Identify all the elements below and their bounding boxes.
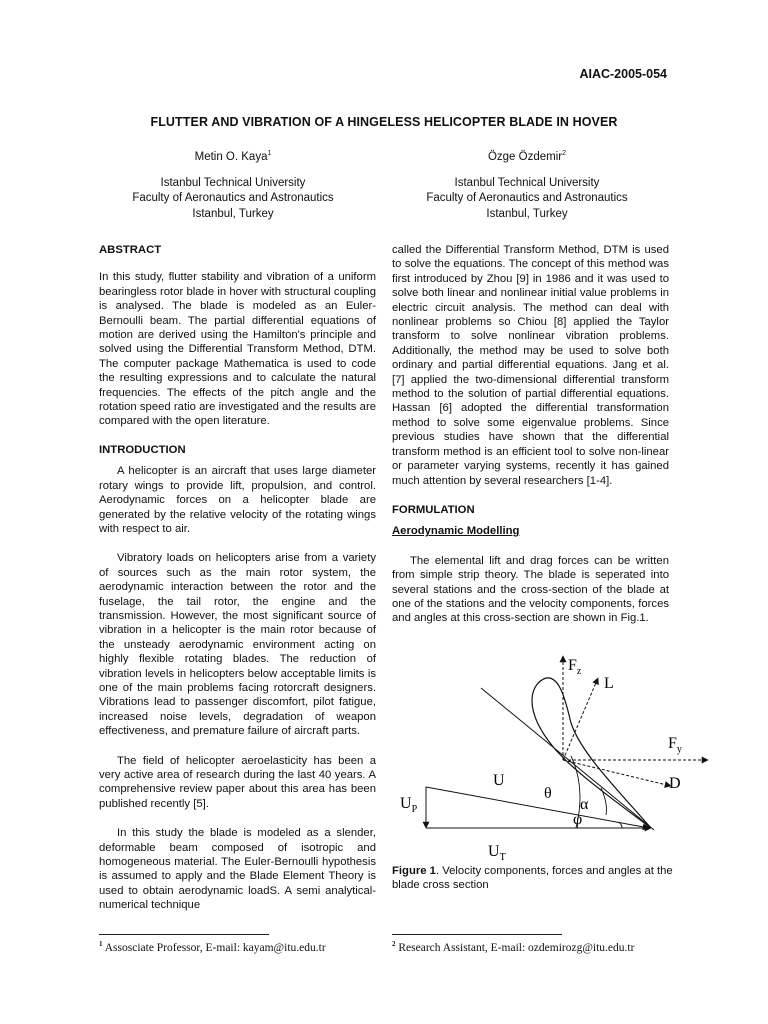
abstract-text: In this study, flutter stability and vibration of a uniform bearingless rotor blade in hover with structural coupling is analysed. The blade is modeled as an Euler-Bernoulli beam. The partial differential equations of motion are derived using the Hamilton's principle and solved using the Differential Transform Method, DTM. The computer package Mathematica is used to code the resulting expressions and to calculate the natural frequencies. The effects of the pitch angle and the rotation speed ratio are investigated and the results are compared with the open literature. — [99, 271, 376, 428]
paper-title: FLUTTER AND VIBRATION OF A HINGELESS HELICOPTER BLADE IN HOVER — [150, 115, 618, 129]
author-affiliation-line: Istanbul, Turkey — [486, 207, 568, 220]
footnote-divider — [392, 934, 562, 935]
abstract-heading: ABSTRACT — [99, 244, 162, 256]
airfoil-shape — [532, 678, 651, 828]
footnote-2: $^2$ Research Assistant, E-mail: ozdemirozg@itu.edu.tr — [392, 940, 635, 954]
u-velocity-arrow — [426, 787, 649, 828]
u-label: U — [493, 772, 505, 789]
author-block-1 — [73, 146, 393, 222]
footnote-1: $^1$ Assosciate Professor, E-mail: kayam@itu.edu.tr — [99, 940, 326, 954]
intro-paragraph: In this study the blade is modeled as a slender, deformable beam composed of isotropic and homogeneous material. The Euler-Bernoulli hypothesis is assumed to apply and the Blade Element Theory is used to obtain aerodynamic loadS. A semi analytical-numerical technique — [99, 827, 376, 912]
author-affiliation-line: Faculty of Aeronautics and Astronautics — [132, 192, 334, 204]
left-column — [99, 243, 376, 913]
theta-label: θ — [544, 785, 552, 802]
up-label: $U_P$ — [400, 795, 418, 815]
paper-id: AIAC-2005-054 — [579, 67, 667, 81]
author-name-1: Metin O. Kaya$^1$ — [194, 150, 272, 163]
lift-arrow — [563, 678, 598, 760]
figure-1-caption: Figure 1. Velocity components, forces and angles at the blade cross section — [392, 865, 673, 892]
fz-label: $F_z$ — [568, 657, 582, 677]
alpha-label: α — [580, 796, 589, 813]
author-block-2 — [367, 146, 687, 222]
intro-paragraph: A helicopter is an aircraft that uses large diameter rotary wings to provide lift, propulsion, and control. Aerodynamic forces on a helicopter blade are generated by the relative velocity of the rotating wings with respect to air. — [99, 465, 376, 535]
right-column — [392, 243, 669, 626]
author-name-2: Özge Özdemir$^2$ — [487, 150, 567, 163]
ut-label: $U_T$ — [488, 843, 506, 863]
l-label: L — [604, 675, 614, 692]
intro-paragraph: Vibratory loads on helicopters arise from a variety of sources such as the main rotor system, the aerodynamic interaction between the rotor and the fuselage, the tail rotor, the engine and the transmission. However, the most significant source of vibration in a helicopter is the main rotor because of the unsteady aerodynamic environment acting on highly flexible rotating blades. The reduction of vibration levels in helicopters below acceptable limits is one of the main problems facing rotorcraft designers. Vibrations lead to passenger discomfort, pilot fatigue, increased noise levels, degradation of weapon effectiveness, and premature failure of aircraft parts. — [99, 552, 376, 738]
intro-paragraph-continued: called the Differential Transform Method, DTM is used to solve the equations. The concept of this method was first introduced by Zhou [9] in 1986 and it was used to solve both linear and nonlinear initial value problems in electric circuit analysis. The method can deal with nonlinear problems so Chiou [8] applied the Taylor transform to solve nonlinear vibration problems. Additionally, the method may be used to solve both ordinary and partial differential equations. Jang et al. [7] applied the two-dimensional differential transform method to the solution of partial differential equations. Hassan [6] adopted the differential transformation method to solve some eigenvalue problems. Since previous studies have shown that the differential transform method is an efficient tool to solve non-linear or parameter varying systems, recently it has gained much attention by several researchers [1-4]. — [392, 244, 669, 487]
phi-label: φ — [573, 811, 583, 828]
formulation-paragraph: The elemental lift and drag forces can be written from simple strip theory. The blade is seperated into several stations and the cross-section of the blade at one of the stations and the velocity components, forces and angles at this cross-section are shown in Fig.1. — [392, 554, 669, 625]
footnote-divider — [99, 934, 269, 935]
formulation-heading: FORMULATION — [392, 503, 475, 516]
introduction-heading: INTRODUCTION — [99, 443, 186, 456]
figure-1-diagram — [396, 648, 716, 868]
author-affiliation-line: Istanbul, Turkey — [192, 207, 274, 220]
d-label: D — [669, 775, 681, 792]
fy-label: $F_y$ — [668, 735, 682, 755]
author-affiliation-line: Istanbul Technical University — [160, 176, 306, 189]
aerodynamic-modelling-subheading: Aerodynamic Modelling — [392, 525, 520, 538]
author-affiliation-line: Faculty of Aeronautics and Astronautics — [426, 192, 628, 204]
author-affiliation-line: Istanbul Technical University — [454, 176, 600, 189]
intro-paragraph: The field of helicopter aeroelasticity has been a very active area of research during the last 40 years. A comprehensive review paper about this area has been published recently [5]. — [99, 754, 376, 810]
